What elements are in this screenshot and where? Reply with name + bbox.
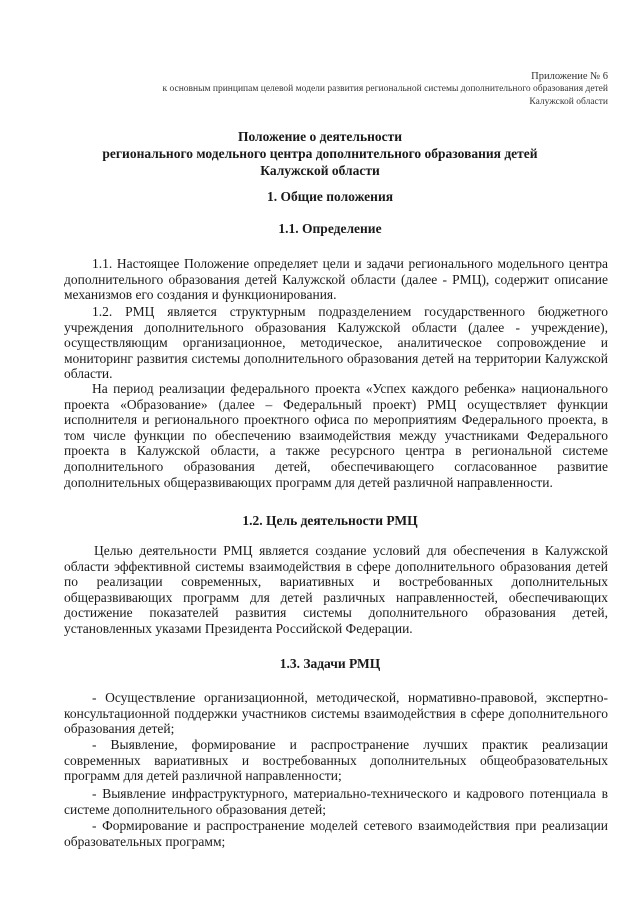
appendix-number: Приложение № 6 bbox=[531, 71, 608, 82]
title-line-1: Положение о деятельности bbox=[237, 129, 403, 144]
task-item: - Выявление, формирование и распространение лучших практик реализации современных вариативных и востребованных дополнительных общеобразовательных программ для детей различной направленности; bbox=[64, 737, 608, 784]
paragraph-federal-project: На период реализации федерального проекта «Успех каждого ребенка» национального проекта «Образование» (далее – Федеральный проект) РМЦ осуществляет функции исполнителя и регионального проектного офиса по мероприятиям Федерального проекта, в том числе функции по обеспечению взаимодействия между участниками Федерального проекта в Калужской области, а также ресурсного центра в региональной системе дополнительного образования детей, обеспечивающего согласованное развитие дополнительных общеразвивающих программ для детей различной направленности. bbox=[64, 381, 608, 490]
task-item: - Осуществление организационной, методической, нормативно-правовой, экспертно-консультационной поддержки участников системы взаимодействия в сфере дополнительного образования детей; bbox=[64, 690, 608, 737]
document-title bbox=[60, 128, 580, 179]
title-line-2: регионального модельного центра дополнительного образования детей bbox=[102, 146, 538, 161]
section-1-2-heading: 1.2. Цель деятельности РМЦ bbox=[242, 513, 418, 528]
paragraph-goal: Целью деятельности РМЦ является создание условий для обеспечения в Калужской области эффективной системы взаимодействия в сфере дополнительного образования детей по реализации современных, вариативных и востребованных дополнительных общеразвивающих программ для детей различных направленностей, обеспечивающих достижение показателей развития системы дополнительного образования детей, установленных указами Президента Российской Федерации. bbox=[64, 543, 608, 636]
task-item: - Выявление инфраструктурного, материально-технического и кадрового потенциала в системе дополнительного образования детей; bbox=[64, 786, 608, 817]
paragraph-1-2: 1.2. РМЦ является структурным подразделением государственного бюджетного учреждения дополнительного образования Калужской области (далее - учреждение), осуществляющим организационное, методическое, аналитическое сопровождение и мониторинг развития системы дополнительного образования детей на территории Калужской области. bbox=[64, 304, 608, 382]
appendix-header bbox=[163, 70, 608, 109]
paragraph-1-1: 1.1. Настоящее Положение определяет цели и задачи регионального модельного центра дополнительного образования детей Калужской области (далее - РМЦ), содержит описание механизмов его создания и функционирования. bbox=[64, 256, 608, 303]
task-item: - Формирование и распространение моделей сетевого взаимодействия при реализации образовательных программ; bbox=[64, 818, 608, 849]
title-line-3: Калужской области bbox=[260, 163, 380, 178]
section-1-3-heading: 1.3. Задачи РМЦ bbox=[279, 656, 381, 671]
appendix-line-1: к основным принципам целевой модели развития региональной системы дополнительного образования детей bbox=[162, 84, 608, 94]
section-1-heading: 1. Общие положения bbox=[266, 189, 394, 204]
appendix-line-2: Калужской области bbox=[529, 97, 608, 107]
section-1-1-heading: 1.1. Определение bbox=[278, 221, 382, 236]
